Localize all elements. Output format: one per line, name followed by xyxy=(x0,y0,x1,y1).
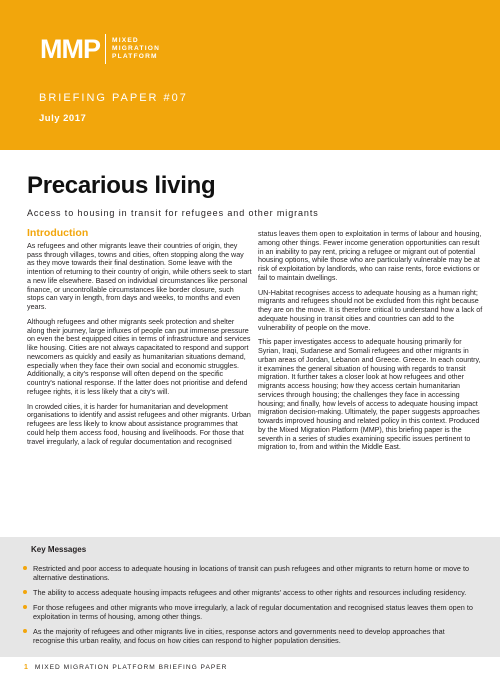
page-footer xyxy=(24,664,227,671)
logo-line: MIGRATION xyxy=(112,45,161,52)
bullet-icon xyxy=(23,590,27,594)
bullet-icon xyxy=(23,629,27,633)
key-message-text: Restricted and poor access to adequate housing in locations of transit can push refugees and other migrants to return home or move to alternative destinations. xyxy=(33,564,470,582)
header-banner xyxy=(0,0,500,150)
key-message-item xyxy=(23,564,473,582)
logo-divider xyxy=(105,34,106,64)
logo-line: MIXED xyxy=(112,37,139,44)
right-column xyxy=(258,230,483,458)
logo-text xyxy=(112,37,160,61)
key-messages-heading: Key Messages xyxy=(31,545,87,554)
key-message-text: The ability to access adequate housing impacts refugees and other migrants' access to other rights and resources including residency. xyxy=(33,588,467,597)
logo-mark: MMP xyxy=(40,33,100,64)
publication-date: July 2017 xyxy=(39,113,87,124)
key-messages-list xyxy=(23,564,473,651)
body-paragraph: status leaves them open to exploitation in terms of labour and housing, among other things. Fewer income generation opportunities can result in an inability to pay rent, pricing a refugee or migrant out of potential housing options, while those who are particularly vulnerable may be at risk of exploitation by landlords, who can raise rents, force evictions or fail to maintain dwellings. xyxy=(258,230,482,282)
key-messages-box xyxy=(0,537,500,657)
left-column xyxy=(27,229,252,452)
briefing-paper-label: BRIEFING PAPER #07 xyxy=(39,92,188,104)
bullet-icon xyxy=(23,605,27,609)
body-paragraph: In crowded cities, it is harder for humanitarian and development organisations to identify and assist refugees and other migrants. Urban refugees are less likely to know about assistance programmes that could help them access food, housing and livelihoods. For those that travel irregularly, a lack of regular documentation and recognised xyxy=(27,402,251,446)
key-message-item xyxy=(23,588,473,597)
bullet-icon xyxy=(23,566,27,570)
body-paragraph: Although refugees and other migrants seek protection and shelter along their journey, large influxes of people can put immense pressure on even the best equipped cities in terms of infrastructure and services like housing. Cities are not always capacitated to respond and support newcomers as quickly and easily as humanitarian situations demand, especially when they face their own social and economic struggles. Additionally, a city's response will often depend on the specific country's national response. If the latter does not prioritise and defend refugee rights, it is less likely that a city's will. xyxy=(27,317,251,396)
page-title: Precarious living xyxy=(27,172,216,199)
logo-line: PLATFORM xyxy=(112,53,158,60)
introduction-heading: Introduction xyxy=(27,227,89,239)
key-message-text: As the majority of refugees and other migrants live in cities, response actors and governments need to develop approaches that recognise this urban reality, and focus on how cities can respond to higher population densities. xyxy=(33,627,445,645)
mmp-logo xyxy=(40,34,160,64)
key-message-item xyxy=(23,627,473,645)
body-paragraph: This paper investigates access to adequate housing primarily for Syrian, Iraqi, Sudanese and Somali refugees and other migrants in urban areas of Jordan, Lebanon and Greece. Greece. In each country, it examines the general situation of housing with regards to transit migration. It further takes a closer look at how refugees and other migrants access housing; how they access certain humanitarian services through housing; the challenges they face in accessing housing; and finally, how levels of access to adequate housing impact migration decision-making. Ultimately, the paper suggests approaches towards improved housing and related policy in this context. Produced by the Mixed Migration Platform (MMP), this briefing paper is the seventh in a series of studies examining specific issues pertinent to migration to, from and within the Middle East. xyxy=(258,338,481,452)
footer-text: MIXED MIGRATION PLATFORM BRIEFING PAPER xyxy=(34,664,228,671)
body-paragraph: UN-Habitat recognises access to adequate housing as a human right; migrants and refugees should not be excluded from this right because they are on the move. It is therefore critical to understand how a lack of adequate housing in transit cities and countries can add to the vulnerability of people on the move. xyxy=(258,288,483,332)
page-number: 1 xyxy=(24,664,29,671)
key-message-item xyxy=(23,603,473,621)
body-paragraph: As refugees and other migrants leave their countries of origin, they pass through villages, towns and cities, often stopping along the way as they move towards their final destination. Some leave with the intention of returning to their country of origin, while others seek to start a new life elsewhere. Based on individual circumstances like personal finance, or uncontrollable circumstances like border closure, such stops can vary in length, from days and weeks, to months and even years. xyxy=(27,241,252,311)
key-message-text: For those refugees and other migrants who move irregularly, a lack of regular documentation and recognised status leaves them open to exploitation in terms of housing, among other things. xyxy=(33,603,473,621)
page-subtitle: Access to housing in transit for refugees and other migrants xyxy=(27,208,319,218)
